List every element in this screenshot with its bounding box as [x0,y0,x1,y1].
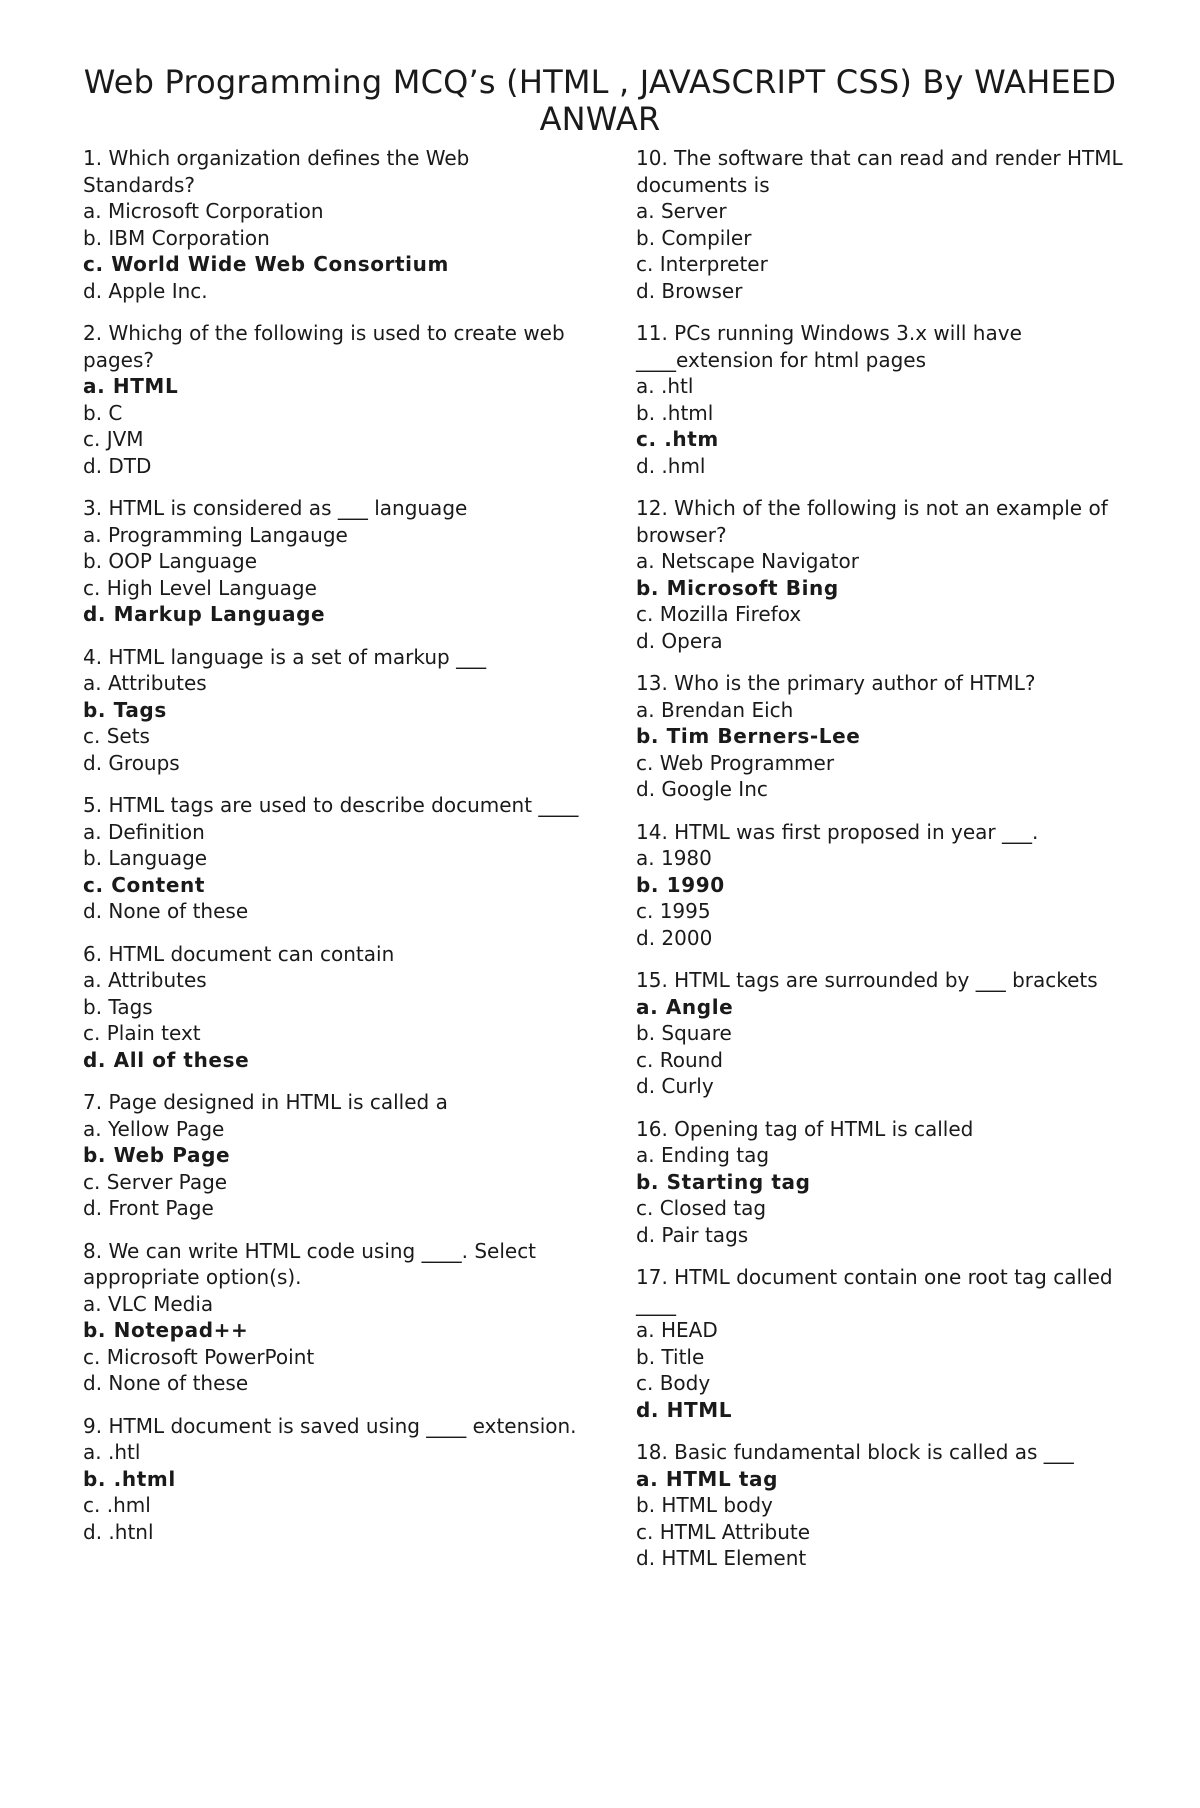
question-text: 4. HTML language is a set of markup ___ [83,644,487,669]
question-text: 18. Basic fundamental block is called as ___ [636,1440,1074,1464]
question-text: 12. Which of the following is not an example of browser? [636,496,1108,547]
question-text: 11. PCs running Windows 3.x will have ____extension for html pages [636,321,1022,372]
question-block [83,1089,583,1222]
answer-option: a. Attributes [83,671,207,695]
question-text: 6. HTML document can contain [83,941,395,966]
answer-option: d. DTD [83,453,152,478]
answer-option: d. HTML Element [636,1546,807,1570]
answer-option: a. .htl [83,1440,141,1464]
answer-option-correct: c. Content [83,872,205,897]
question-text: 7. Page designed in HTML is called a [83,1090,448,1114]
answer-option: c. High Level Language [83,575,317,600]
answer-option: a. Yellow Page [83,1116,225,1141]
question-block [83,495,583,628]
answer-option: b. Compiler [636,225,752,250]
answer-option: d. .htnl [83,1519,154,1544]
question-block [83,320,583,479]
answer-option: b. Title [636,1344,705,1369]
answer-option: d. .hml [636,453,706,478]
answer-option: c. Plain text [83,1021,201,1045]
answer-option: d. Google Inc [636,777,768,801]
answer-option: d. None of these [83,899,249,923]
answer-option: c. .hml [83,1493,151,1517]
answer-option-correct: d. Markup Language [83,602,326,626]
question-text: 13. Who is the primary author of HTML? [636,671,1036,695]
answer-option: a. Attributes [83,968,207,992]
answer-option: c. Body [636,1371,711,1395]
answer-option: a. Definition [83,819,205,844]
question-text: 9. HTML document is saved using ____ extension. [83,1413,577,1438]
answer-option-correct: d. All of these [83,1047,250,1072]
answer-option-correct: d. HTML [636,1397,733,1422]
question-text: 1. Which organization defines the Web Standards? [83,146,470,197]
answer-option: c. Microsoft PowerPoint [83,1344,315,1369]
answer-option-correct: c. .htm [636,427,719,451]
answer-option: d. Opera [636,628,723,653]
answer-option: c. JVM [83,427,144,451]
answer-option: b. Language [83,846,208,870]
question-block [636,320,1156,479]
question-block [636,967,1156,1100]
answer-option: b. Square [636,1021,732,1045]
answer-option: a. 1980 [636,846,712,870]
answer-option-correct: c. World Wide Web Consortium [83,252,449,276]
answer-option: c. HTML Attribute [636,1519,811,1544]
answer-option: d. Groups [83,750,180,775]
answer-option: b. Tags [83,994,153,1019]
answer-option: b. .html [636,400,714,425]
answer-option: a. Server [636,199,727,223]
question-column-right [636,145,1156,1588]
answer-option: b. OOP Language [83,549,258,573]
answer-option: c. Sets [83,724,150,748]
answer-option-correct: a. Angle [636,994,734,1019]
answer-option: c. Round [636,1047,723,1072]
answer-option: d. Pair tags [636,1222,749,1247]
answer-option-correct: b. Notepad++ [83,1318,249,1342]
question-text: 5. HTML tags are used to describe document ____ [83,793,579,817]
answer-option: c. 1995 [636,899,711,923]
question-text: 3. HTML is considered as ___ language [83,496,468,520]
question-block [636,145,1156,304]
answer-option: a. Ending tag [636,1143,770,1167]
answer-option: b. IBM Corporation [83,225,270,250]
answer-option-correct: b. Starting tag [636,1169,811,1194]
question-text: 2. Whichg of the following is used to create web pages? [83,321,565,372]
question-block [636,1264,1156,1423]
answer-option: a. .htl [636,374,694,398]
answer-option: d. Browser [636,278,743,303]
answer-option: c. Server Page [83,1169,228,1194]
answer-option: c. Interpreter [636,252,768,276]
answer-option: c. Closed tag [636,1196,767,1220]
answer-option-correct: a. HTML tag [636,1466,779,1491]
question-block [636,1439,1156,1572]
answer-option: d. None of these [83,1371,249,1395]
answer-option-correct: a. HTML [83,374,179,398]
question-block [636,495,1156,654]
answer-option-correct: b. Microsoft Bing [636,575,839,600]
answer-option-correct: b. 1990 [636,872,725,897]
question-block [636,1116,1156,1249]
answer-option: a. Netscape Navigator [636,549,859,573]
answer-option: a. VLC Media [83,1291,214,1316]
question-block [636,670,1156,803]
answer-option: c. Mozilla Firefox [636,602,802,626]
answer-option: d. Curly [636,1074,714,1098]
question-text: 14. HTML was first proposed in year ___. [636,819,1039,844]
answer-option-correct: b. Web Page [83,1143,231,1167]
question-text: 8. We can write HTML code using ____. Select appropriate option(s). [83,1238,537,1289]
question-text: 10. The software that can read and render HTML documents is [636,146,1123,197]
question-block [83,792,583,925]
answer-option: a. Brendan Eich [636,697,794,722]
question-column-left [83,145,583,1561]
question-block [83,1413,583,1546]
question-block [83,644,583,777]
answer-option: d. Front Page [83,1196,214,1220]
answer-option: d. 2000 [636,925,713,950]
answer-option: b. C [83,400,123,425]
answer-option-correct: b. Tim Berners-Lee [636,724,861,748]
answer-option-correct: b. Tags [83,697,167,722]
answer-option: c. Web Programmer [636,750,835,775]
question-block [636,819,1156,952]
answer-option: a. HEAD [636,1318,718,1342]
answer-option: a. Programming Langauge [83,522,348,547]
question-block [83,941,583,1074]
answer-option: b. HTML body [636,1493,773,1517]
question-text: 16. Opening tag of HTML is called [636,1116,974,1141]
question-block [83,145,583,304]
answer-option: d. Apple Inc. [83,278,208,303]
question-block [83,1238,583,1397]
answer-option: a. Microsoft Corporation [83,199,324,223]
question-text: 15. HTML tags are surrounded by ___ brackets [636,968,1098,992]
page-title: Web Programming MCQ’s (HTML , JAVASCRIPT CSS) By WAHEED ANWAR [83,63,1117,138]
answer-option-correct: b. .html [83,1466,176,1491]
question-text: 17. HTML document contain one root tag called ____ [636,1265,1113,1316]
